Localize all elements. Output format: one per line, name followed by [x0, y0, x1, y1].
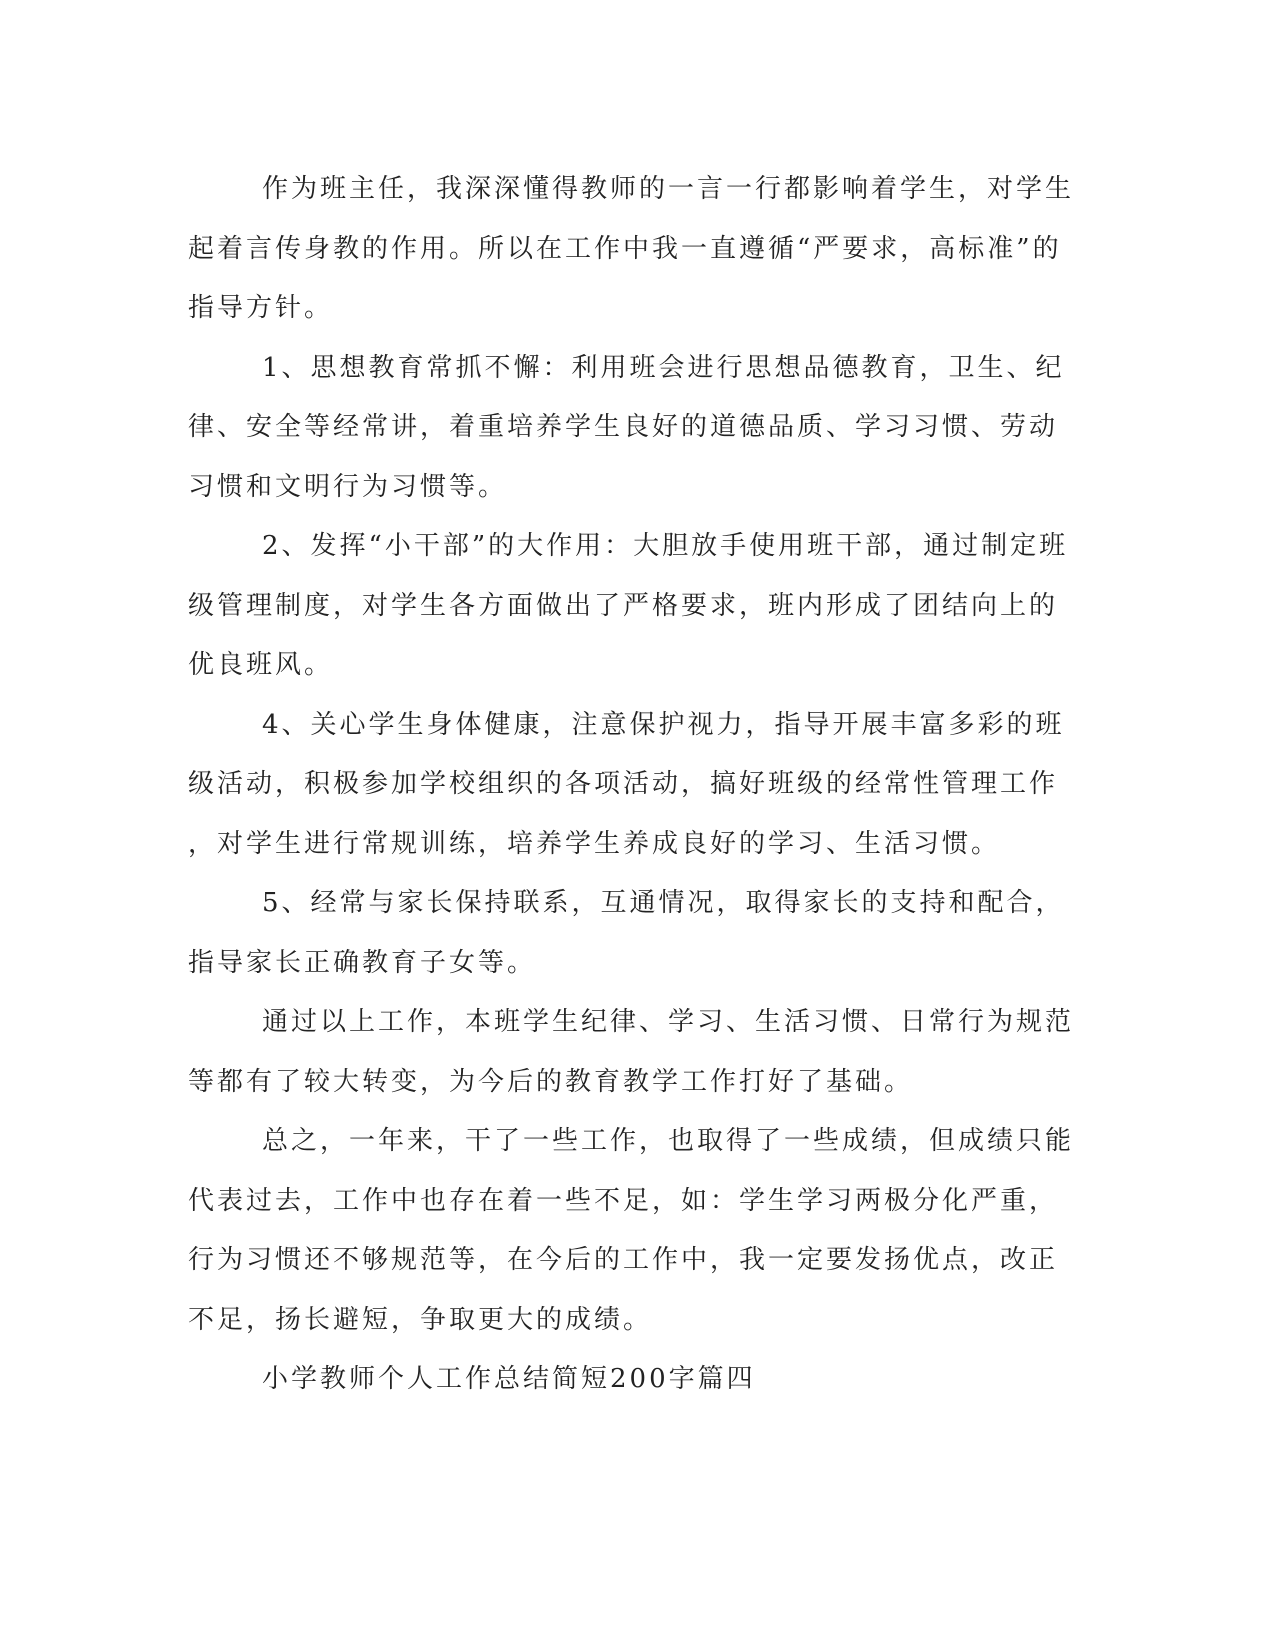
- text-line: 不足，扬长避短，争取更大的成绩。: [188, 1304, 653, 1335]
- paragraph-2: [188, 339, 1068, 518]
- heading-text: 小学教师个人工作总结简短200字篇四: [262, 1364, 756, 1394]
- text-line: 行为习惯还不够规范等，在今后的工作中，我一定要发扬优点，改正: [188, 1245, 1059, 1275]
- text-line: 作为班主任，我深深懂得教师的一言一行都影响着学生，对学生: [262, 174, 1075, 204]
- text-line: 级活动，积极参加学校组织的各项活动，搞好班级的经常性管理工作: [188, 769, 1059, 799]
- document-body: [188, 160, 1075, 1410]
- text-line: 等都有了较大转变，为今后的教育教学工作打好了基础。: [188, 1066, 914, 1097]
- text-line: ，对学生进行常规训练，培养学生养成良好的学习、生活习惯。: [188, 828, 1001, 859]
- paragraph-5: [188, 874, 1068, 993]
- paragraph-1: [188, 160, 1075, 339]
- text-line: 4、关心学生身体健康，注意保护视力，指导开展丰富多彩的班: [262, 709, 1065, 740]
- text-line: 5、经常与家长保持联系，互通情况，取得家长的支持和配合，: [262, 888, 1065, 918]
- text-line: 优良班风。: [188, 650, 334, 680]
- paragraph-6: [188, 993, 1075, 1112]
- text-line: 总之，一年来，干了一些工作，也取得了一些成绩，但成绩只能: [262, 1126, 1075, 1156]
- text-line: 代表过去，工作中也存在着一些不足，如：学生学习两极分化严重，: [188, 1185, 1059, 1216]
- text-line: 起着言传身教的作用。所以在工作中我一直遵循“严要求，高标准”的: [188, 233, 1062, 264]
- text-line: 级管理制度，对学生各方面做出了严格要求，班内形成了团结向上的: [188, 590, 1059, 621]
- text-line: 习惯和文明行为习惯等。: [188, 471, 508, 502]
- text-line: 2、发挥“小干部”的大作用：大胆放手使用班干部，通过制定班: [262, 531, 1069, 561]
- paragraph-3: [188, 517, 1068, 696]
- text-line: 指导家长正确教育子女等。: [188, 947, 537, 978]
- paragraph-7: [188, 1112, 1075, 1350]
- text-line: 1、思想教育常抓不懈：利用班会进行思想品德教育，卫生、纪: [262, 352, 1065, 383]
- paragraph-4: [188, 696, 1068, 875]
- section-heading: [188, 1350, 1068, 1410]
- text-line: 指导方针。: [188, 293, 334, 323]
- text-line: 律、安全等经常讲，着重培养学生良好的道德品质、学习习惯、劳动: [188, 412, 1059, 442]
- text-line: 通过以上工作，本班学生纪律、学习、生活习惯、日常行为规范: [262, 1007, 1075, 1037]
